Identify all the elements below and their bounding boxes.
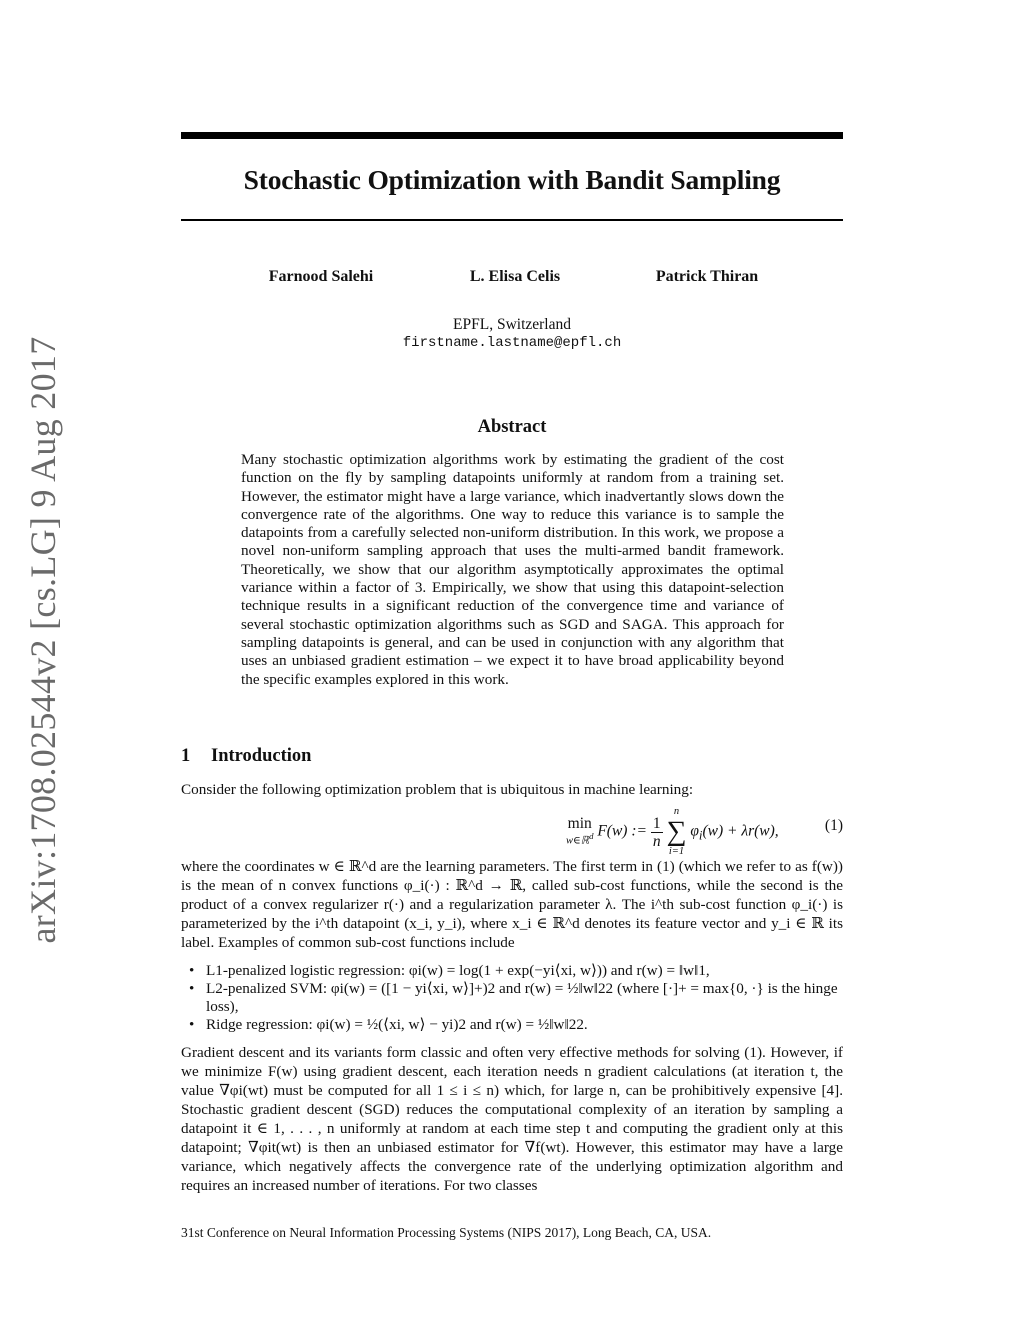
section-number: 1 xyxy=(181,746,191,766)
list-item: • Ridge regression: φi(w) = ½(⟨xi, w⟩ − yi)2 and r(w) = ½‖w‖22. xyxy=(181,1016,843,1034)
abstract-body xyxy=(241,451,784,689)
abstract-text: Many stochastic optimization algorithms work by estimating the gradient of the cost function on the fly by sampling datapoints uniformly at random from a training set. However, the estimator might have a large variance, which inadvertantly slows down the convergence rate of the algorithms. One way to reduce this variance is to sample the datapoints from a carefully selected non-uniform distribution. In this work, we propose a novel non-uniform sampling approach that uses the multi-armed bandit framework. Theoretically, we show that our algorithm asymptotically approximates the optimal variance within a factor of 3. Empirically, we show that using this datapoint-selection technique results in a significant reduction of the convergence time and variance of several stochastic optimization algorithms such as SGD and SAGA. This approach for sampling datapoints is general, and can be used in conjunction with any algorithm that uses an unbiased gradient estimation – we expect it to have broad applicability beyond the specific examples explored in this work. xyxy=(241,451,784,688)
paper-title: Stochastic Optimization with Bandit Sampling xyxy=(243,164,781,195)
footnote: 31st Conference on Neural Information Processing Systems (NIPS 2017), Long Beach, CA, USA. xyxy=(181,1225,712,1240)
title-rule-bottom xyxy=(181,219,843,221)
paragraph-after-eq-text: where the coordinates w ∈ ℝ^d are the learning parameters. The first term in (1) (which we refer to as f(w)) is the mean of n convex functions φ_i(·) : ℝ^d → ℝ, called sub-cost functions, while the second is the product of a convex regularizer r(·) and a regularization parameter λ. The i^th sub-cost function φ_i(·) is parameterized by the i^th datapoint (x_i, y_i), where x_i ∈ ℝ^d denotes its feature vector and y_i ∈ ℝ its label. Examples of common sub-cost functions include xyxy=(181,858,843,951)
intro-lead: Consider the following optimization problem that is ubiquitous in machine learning: xyxy=(181,781,694,798)
section-heading xyxy=(181,746,311,767)
affiliation: EPFL, Switzerland xyxy=(453,316,571,333)
list-item: • L1-penalized logistic regression: φi(w) = log(1 + exp(−yi⟨xi, w⟩)) and r(w) = ‖w‖1, xyxy=(181,962,843,980)
author-3: Patrick Thiran xyxy=(655,268,759,285)
abstract-heading: Abstract xyxy=(477,417,547,437)
equation-number: (1) xyxy=(824,817,843,834)
author-2: L. Elisa Celis xyxy=(469,268,561,285)
paragraph-final-text: Gradient descent and its variants form classic and often very effective methods for solving (1). However, if we minimize F(w) using gradient descent, each iteration needs n gradient calculations (at iteration t, the value ∇φi(wt) must be computed for all 1 ≤ i ≤ n) which, for large n, can be prohibitively expensive [4]. Stochastic gradient descent (SGD) reduces the computational complexity of an iteration by sampling a datapoint it ∈ 1, . . . , n uniformly at random at each time step t and computing the gradient only at this datapoint; ∇φit(wt) is then an unbiased estimator for ∇f(wt). However, this estimator may have a large variance, which negatively affects the convergence rate of the underlying optimization algorithm and requires an increased number of iterations. For two classes xyxy=(181,1044,843,1194)
equation-1 xyxy=(181,800,843,856)
affiliation-block xyxy=(181,315,843,353)
arxiv-stamp: arXiv:1708.02544v2 [cs.LG] 9 Aug 2017 xyxy=(23,336,63,944)
equation-math: min w∈ℝ$^d$ F(w) := $\frac{1}{n}$ n ∑ i=1 $\varphi_i(w) + \lambda r(w)$, xyxy=(566,806,779,857)
sub-cost-examples xyxy=(181,962,843,1034)
list-item: • L2-penalized SVM: φi(w) = ([1 − yi⟨xi, w⟩]+)2 and r(w) = ½‖w‖22 (where [·]+ = max{0, ·} is the hinge loss), xyxy=(181,980,843,1016)
paragraph-final xyxy=(181,1043,843,1195)
paragraph-after-equation xyxy=(181,857,843,952)
section-title: Introduction xyxy=(211,746,312,766)
title-rule-top xyxy=(181,132,843,139)
email: firstname.lastname@epfl.ch xyxy=(402,335,622,351)
author-1: Farnood Salehi xyxy=(268,268,374,285)
